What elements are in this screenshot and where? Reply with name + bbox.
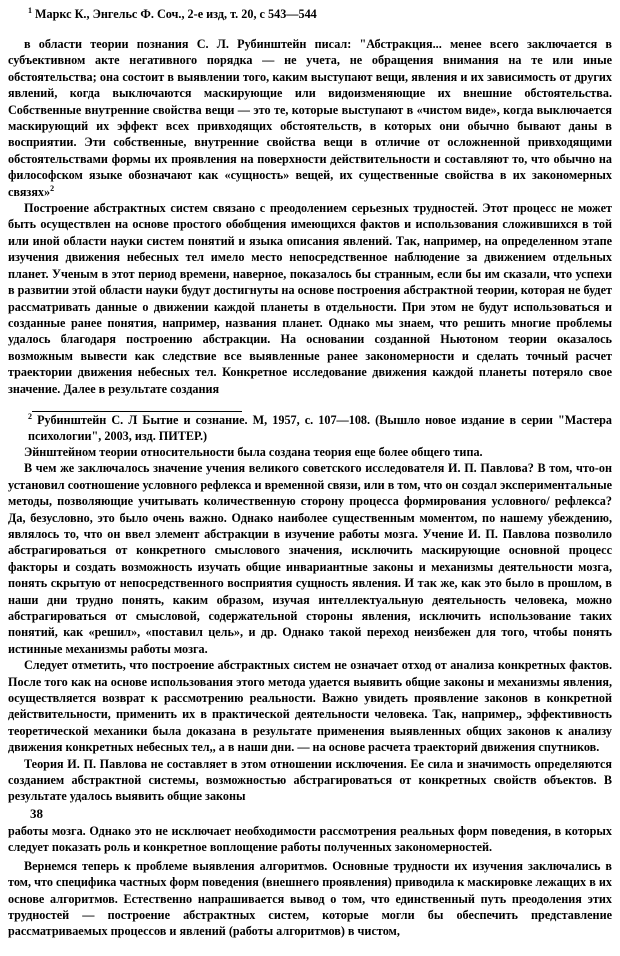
spacer	[8, 397, 612, 411]
paragraph-concrete-facts: Следует отметить, что построение абстрактных систем не означает отход от анализа конкретных фактов. После того как на основе использования этого метода удается выявить общие законы и механизмы явления, осуществляется возврат к рассмотрению реальности. Важно увидеть проявление законов в конкретной действительности, применить их в практической деятельности человека. Так, например,, эффективность теоретической механики была доказана в результате применения выявленных общих законов к анализу движения конкретных небесных тел,, а в наши дни. — на основе расчета траекторий движения спутников.	[8, 658, 612, 755]
footnote-1	[28, 6, 612, 22]
footnote-2-text: Рубинштейн С. Л Бытие и сознание. М, 1957, с. 107—108. (Вышло новое издание в серии "Мастера психологии", 2003, изд. ПИТЕР.)	[28, 412, 612, 443]
paragraph-abstract-systems: Построение абстрактных систем связано с преодолением серьезных трудностей. Этот процесс не может быть осуществлен на основе простого обобщения имеющихся фактов и использования сложившихся в той или иной области науки систем понятий и языка описания явлений. Так, например, на определенном этапе изучения движения небесных тел имело место непосредственное наблюдение за движением отдельных планет. Ученым в этот период времени, наверное, показалось бы странным, если бы им сказали, что успехи в развитии этой области науки будут достигнуты на основе построения абстрактной теории, которая не будет рассматривать данные о движении каждой планеты в отдельности. При этом не будут использоваться и созданные ранее понятия, например, названия планет. Однако мы знаем, что решить многие проблемы удалось благодаря построению абстракции. На основании созданной Ньютоном теории оказалось возможным вывести как следствие все выявленные ранее закономерности и сделать точный расчет траектории движения небесных тел. Конкретное исследование движения каждой планеты потеряло свое значение. Далее в результате создания	[8, 201, 612, 396]
footnote-ref-2: 2	[50, 183, 55, 193]
paragraph-rubinstein-quote: в области теории познания С. Л. Рубинштейн писал: "Абстракция... менее всего заключается в субъективном акте негативного порядка — не учета, не обращения внимания на те или иные обстоятельства; она состоит в выявлении того, каким выступают вещи, явления и их зависимость от других явлений, когда выключаются маскирующие или видоизменяющие их внешние обстоятельства. Собственные внутренние свойства вещи — это те, которые выступают в «чистом виде», когда выключается маскирующий их эффект всех привходящих обстоятельств, в которых они обычно бывают даны в восприятии. Эти собственные, внутренние свойства вещи в отличие от осложненной привходящими обстоятельствами формы их проявления на поверхности действительности и составляют то, что обычно на философском языке обозначают как «сущность» вещей, их существенные свойства в их закономерных связях»$^2$	[8, 37, 612, 199]
paragraph-algorithms: Вернемся теперь к проблеме выявления алгоритмов. Основные трудности их изучения заключались в том, что специфика частных форм поведения (внешнего проявления) приводила к маскировке лежащих в их основе алгоритмов. Естественно напрашивается вывод о том, что единственный путь преодоления этих трудностей — построение абстрактных систем, которые могли бы обеспечить представление рассматриваемых процессов и явлений (работы алгоритмов) в чистом,	[8, 858, 612, 939]
paragraph-pavlov: В чем же заключалось значение учения великого советского исследователя И. П. Павлова? В том, что-он установил соотношение условного рефлекса и временной связи, или в том, что он создал экспериментальные методы, позволяющие учитывать количественную сторону процесса формирования условного/ рефлекса? Да, безусловно, это было очень важно. Однако наиболее существенным моментом, по нашему убеждению, являлось то, что он ввел элемент абстракции в изучение работы мозга. Учение И. П. Павлова позволило абстрагироваться от конкретного смыслового значения, исключить маскирующие основной процесс факторы и создать возможность изучать общие инвариантные законы и механизмы деятельности мозга, понять скрытую от непосредственного восприятия сущность явления. И так же, как это было в прошлом, в наши дни трудно понять, каким образом, изучая интеллектуальную деятельность человека, можно абстрагироваться от смысловой, содержательной стороны явления, исключить использование таких понятий, как «решил», «поставил цель», и др. Однако такой переход неизбежен для того, чтобы понять истинные механизмы работы мозга.	[8, 461, 612, 656]
page-number: 38	[30, 805, 43, 821]
footnote-1-number: 1	[28, 5, 32, 15]
paragraph-einstein: Эйнштейном теории относительности была создана теория еще более общего типа.	[24, 444, 483, 459]
footnote-2-number: 2	[28, 411, 32, 421]
paragraph-pavlov-theory: Теория И. П. Павлова не составляет в этом отношении исключения. Ее сила и значимость определяются созданием абстрактной системы, возможностью абстрагироваться от конкретных свойств объектов. В результате удалось выявить общие законы	[8, 756, 612, 804]
footnote-2	[28, 412, 612, 444]
spacer	[8, 22, 612, 36]
footnote-1-text: Маркс К., Энгельс Ф. Соч., 2-е изд, т. 20, с 543—544	[35, 7, 317, 21]
paragraph-brain-work: работы мозга. Однако это не исключает необходимости рассмотрения реальных форм поведения, в которых следует показать роль и конкретное воплощение работы полученных закономерностей.	[8, 823, 612, 855]
